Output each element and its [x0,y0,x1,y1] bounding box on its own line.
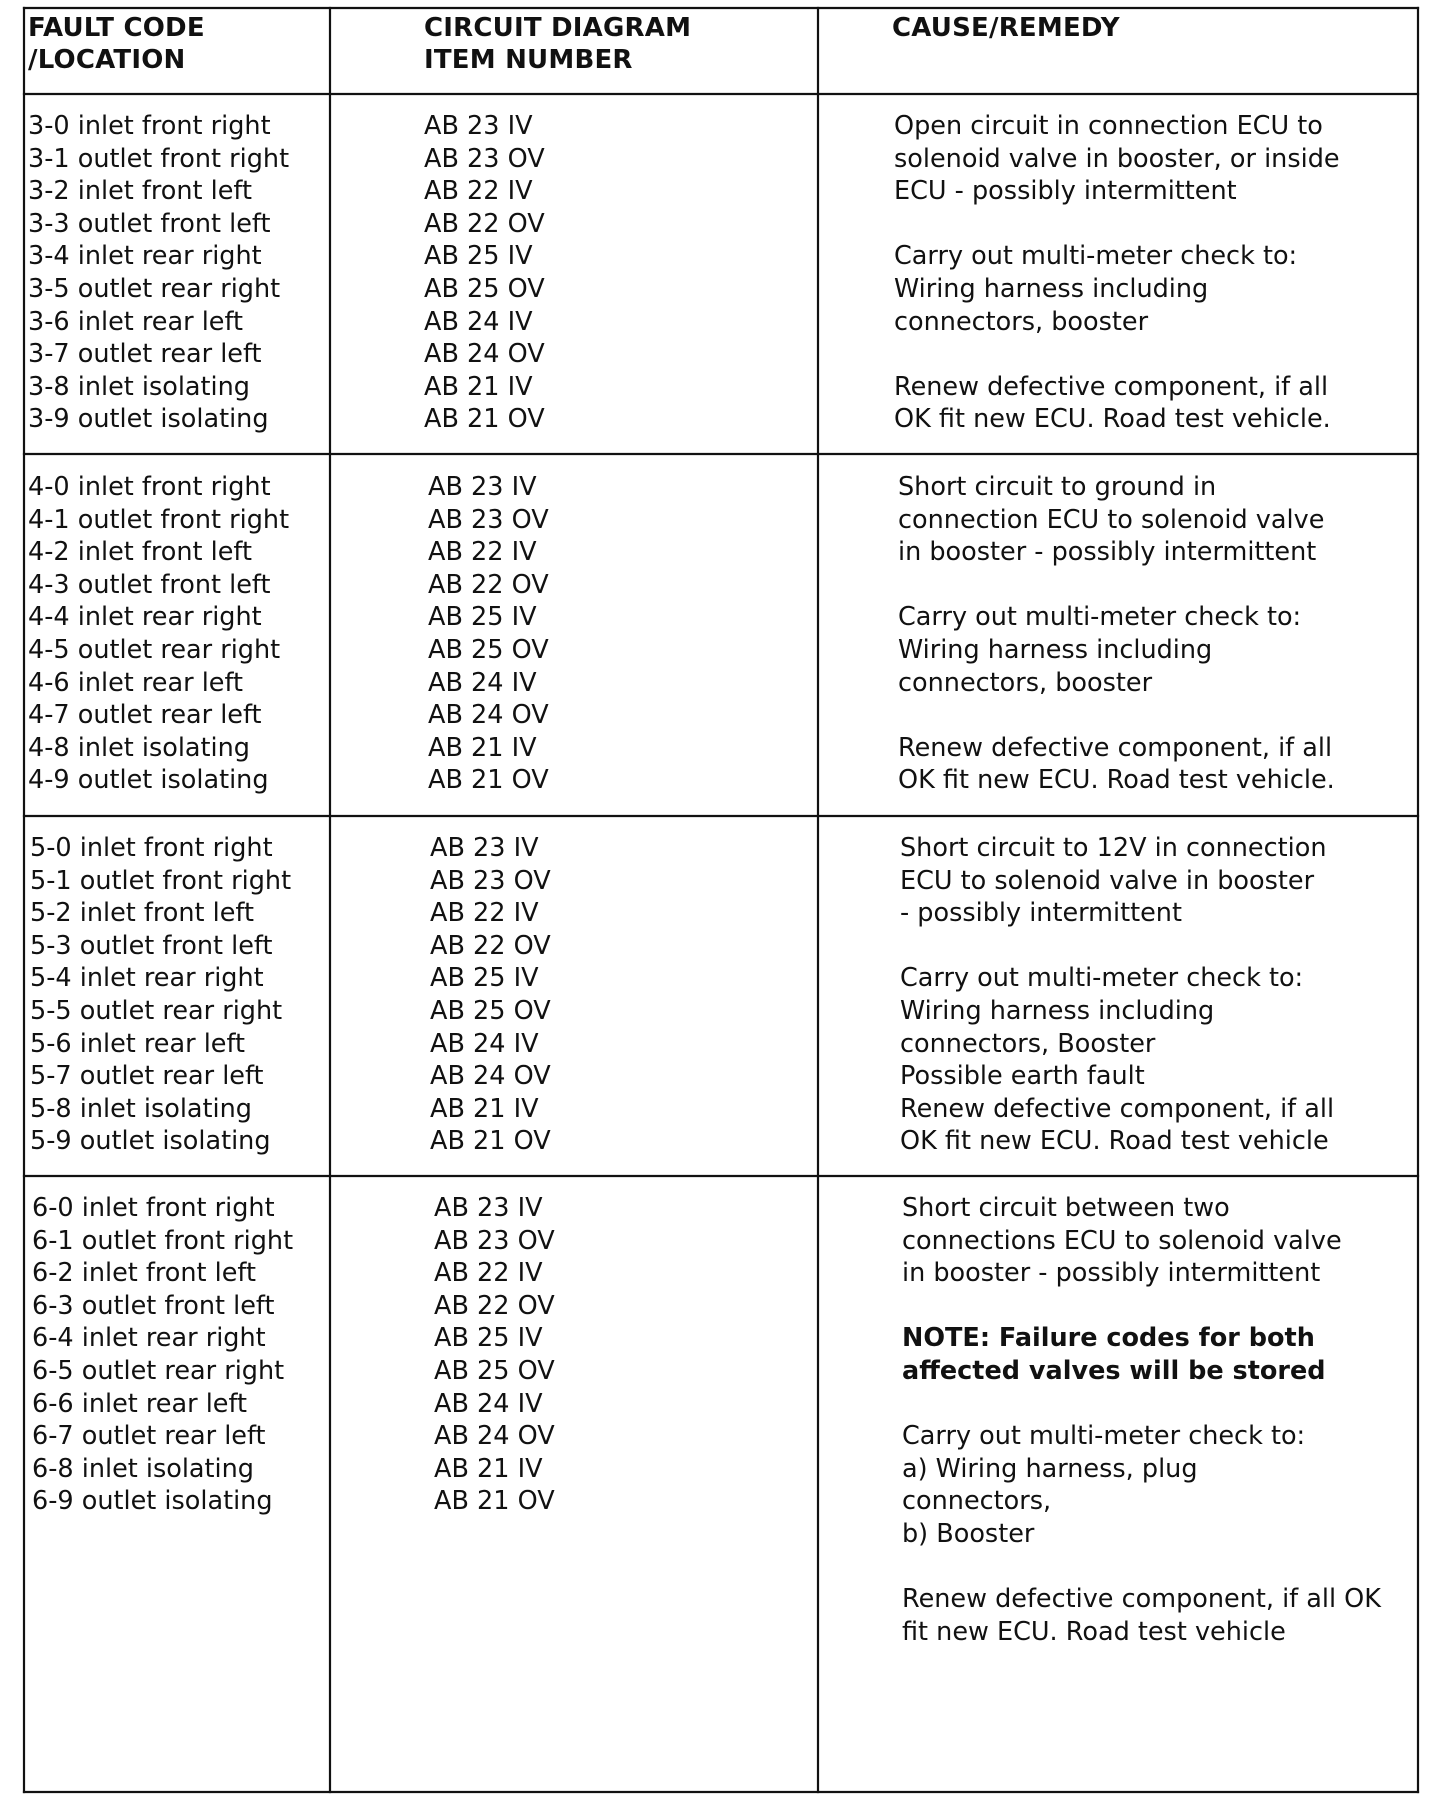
remedy-line: Renew defective component, if all OK [902,1584,1381,1615]
remedy-line [898,699,1335,732]
fault-code: 6-2 inlet front left [32,1258,256,1289]
remedy-line: Wiring harness including [900,995,1215,1026]
remedy-line: in booster - possibly intermittent [898,537,1317,568]
fault-code: 4-0 inlet front right [28,472,271,502]
remedy-line: Carry out multi-meter check to: [900,963,1304,994]
fault-code: 5-1 outlet front right [30,865,292,896]
item-number: AB 21 OV [434,1486,555,1517]
fault-code: 5-8 inlet isolating [30,1093,252,1124]
item-number: AB 21 OV [424,404,545,435]
fault-code: 5-7 outlet rear left [30,1061,264,1092]
group-4-fault-codes [28,471,289,797]
item-number: AB 24 OV [434,1421,555,1452]
item-number: AB 22 IV [428,537,537,568]
item-number: AB 22 OV [434,1290,555,1321]
item-number: AB 25 OV [424,273,545,304]
fault-code: 4-1 outlet front right [28,504,290,535]
fault-code-table [22,6,1420,1794]
remedy-line: connectors, booster [894,306,1149,337]
fault-code: 3-3 outlet front left [28,208,271,239]
fault-code: 3-5 outlet rear right [28,273,281,304]
item-number: AB 23 OV [424,143,545,174]
item-number: AB 24 IV [434,1388,543,1419]
item-number: AB 24 OV [430,1061,551,1092]
remedy-line: Open circuit in connection ECU to [894,111,1323,141]
item-number: AB 21 IV [424,371,533,402]
fault-code: 4-5 outlet rear right [28,634,281,665]
header-cause: CAUSE/REMEDY [892,13,1120,43]
fault-code: 3-8 inlet isolating [28,371,250,402]
item-number: AB 21 OV [430,1126,551,1157]
item-number: AB 25 OV [428,634,549,665]
item-number: AB 24 OV [424,339,545,370]
item-number: AB 21 OV [428,765,549,796]
item-number: AB 21 IV [434,1453,543,1484]
item-number: AB 23 IV [430,833,539,863]
remedy-line: ECU - possibly intermittent [894,176,1237,207]
item-number: AB 24 IV [428,667,537,698]
remedy-note-line: NOTE: Failure codes for both [902,1323,1315,1354]
remedy-line [902,1290,1381,1323]
fault-code: 3-1 outlet front right [28,143,290,174]
item-number: AB 24 IV [430,1028,539,1059]
group-6-remedy [902,1192,1381,1648]
remedy-line: a) Wiring harness, plug [902,1453,1198,1484]
group-5-fault-codes [30,832,291,1158]
remedy-note-line: affected valves will be stored [902,1355,1326,1386]
remedy-line: connectors, [902,1486,1052,1517]
remedy-line: - possibly intermittent [900,898,1182,929]
remedy-line: OK fit new ECU. Road test vehicle [900,1126,1329,1157]
fault-code: 5-4 inlet rear right [30,963,264,994]
item-number: AB 23 OV [428,504,549,535]
fault-code: 3-7 outlet rear left [28,339,262,370]
fault-code: 6-5 outlet rear right [32,1355,285,1386]
item-number: AB 21 IV [428,732,537,763]
remedy-line: Wiring harness including [898,634,1213,665]
remedy-line: connections ECU to solenoid valve [902,1225,1342,1256]
remedy-line: Carry out multi-meter check to: [894,241,1298,272]
item-number: AB 22 OV [428,569,549,600]
item-number: AB 22 IV [424,176,533,207]
item-number: AB 25 OV [434,1355,555,1386]
remedy-line [894,338,1340,371]
header-circuit-line1: CIRCUIT DIAGRAM [424,13,692,43]
remedy-line [898,569,1335,602]
remedy-line: b) Booster [902,1518,1035,1549]
remedy-line: Short circuit between two [902,1193,1230,1223]
item-number: AB 22 OV [430,930,551,961]
remedy-line [900,930,1334,963]
fault-code: 6-6 inlet rear left [32,1388,248,1419]
fault-code: 5-3 outlet front left [30,930,273,961]
fault-code: 6-1 outlet front right [32,1225,294,1256]
fault-code: 5-9 outlet isolating [30,1126,271,1157]
item-number: AB 24 IV [424,306,533,337]
group-5-item-numbers [430,832,551,1158]
item-number: AB 23 IV [428,472,537,502]
group-5-remedy [900,832,1334,1158]
remedy-line [902,1388,1381,1421]
remedy-line: OK fit new ECU. Road test vehicle. [898,765,1335,796]
group-6-fault-codes [32,1192,293,1518]
fault-code: 3-9 outlet isolating [28,404,269,435]
fault-code: 6-9 outlet isolating [32,1486,273,1517]
item-number: AB 23 IV [424,111,533,141]
fault-code: 6-4 inlet rear right [32,1323,266,1354]
item-number: AB 25 OV [430,995,551,1026]
item-number: AB 23 OV [434,1225,555,1256]
group-4-remedy [898,471,1335,797]
fault-code: 5-6 inlet rear left [30,1028,246,1059]
item-number: AB 22 IV [430,898,539,929]
header-circuit-item [424,12,691,76]
remedy-line: connectors, booster [898,667,1153,698]
fault-code: 5-0 inlet front right [30,833,273,863]
item-number: AB 25 IV [424,241,533,272]
remedy-line: solenoid valve in booster, or inside [894,143,1340,174]
header-circuit-line2: ITEM NUMBER [424,45,633,75]
remedy-line: Carry out multi-meter check to: [898,602,1302,633]
remedy-line: Possible earth fault [900,1061,1145,1092]
fault-code: 4-7 outlet rear left [28,700,262,731]
header-fault-code-line2: /LOCATION [28,45,186,75]
fault-code: 4-4 inlet rear right [28,602,262,633]
item-number: AB 22 IV [434,1258,543,1289]
fault-code: 6-8 inlet isolating [32,1453,254,1484]
remedy-line: connection ECU to solenoid valve [898,504,1325,535]
remedy-line: fit new ECU. Road test vehicle [902,1616,1286,1647]
fault-code: 4-8 inlet isolating [28,732,250,763]
item-number: AB 23 OV [430,865,551,896]
item-number: AB 21 IV [430,1093,539,1124]
remedy-line: Renew defective component, if all [894,371,1329,402]
item-number: AB 25 IV [428,602,537,633]
fault-code: 5-5 outlet rear right [30,995,283,1026]
item-number: AB 24 OV [428,700,549,731]
fault-code: 3-6 inlet rear left [28,306,244,337]
fault-code: 4-9 outlet isolating [28,765,269,796]
remedy-line: in booster - possibly intermittent [902,1258,1321,1289]
remedy-line: Short circuit to ground in [898,472,1217,502]
item-number: AB 25 IV [434,1323,543,1354]
remedy-line: Short circuit to 12V in connection [900,833,1327,863]
item-number: AB 23 IV [434,1193,543,1223]
remedy-line: ECU to solenoid valve in booster [900,865,1315,896]
fault-code: 3-2 inlet front left [28,176,252,207]
group-6-item-numbers [434,1192,555,1518]
remedy-line: Renew defective component, if all [900,1093,1335,1124]
group-4-item-numbers [428,471,549,797]
fault-code: 6-0 inlet front right [32,1193,275,1223]
header-cause-remedy [892,12,1120,44]
remedy-line [902,1551,1381,1584]
remedy-line: Renew defective component, if all [898,732,1333,763]
fault-code: 4-3 outlet front left [28,569,271,600]
header-fault-code [28,12,205,76]
group-3-item-numbers [424,110,545,436]
group-3-fault-codes [28,110,289,436]
remedy-line: Carry out multi-meter check to: [902,1421,1306,1452]
group-3-remedy [894,110,1340,436]
remedy-line: connectors, Booster [900,1028,1156,1059]
remedy-line: Wiring harness including [894,273,1209,304]
header-fault-code-line1: FAULT CODE [28,13,205,43]
item-number: AB 22 OV [424,208,545,239]
fault-code: 4-6 inlet rear left [28,667,244,698]
fault-code: 6-3 outlet front left [32,1290,275,1321]
fault-code: 3-0 inlet front right [28,111,271,141]
remedy-line [894,208,1340,241]
fault-code: 6-7 outlet rear left [32,1421,266,1452]
item-number: AB 25 IV [430,963,539,994]
remedy-line: OK fit new ECU. Road test vehicle. [894,404,1331,435]
fault-code: 4-2 inlet front left [28,537,252,568]
fault-code: 3-4 inlet rear right [28,241,262,272]
fault-code: 5-2 inlet front left [30,898,254,929]
